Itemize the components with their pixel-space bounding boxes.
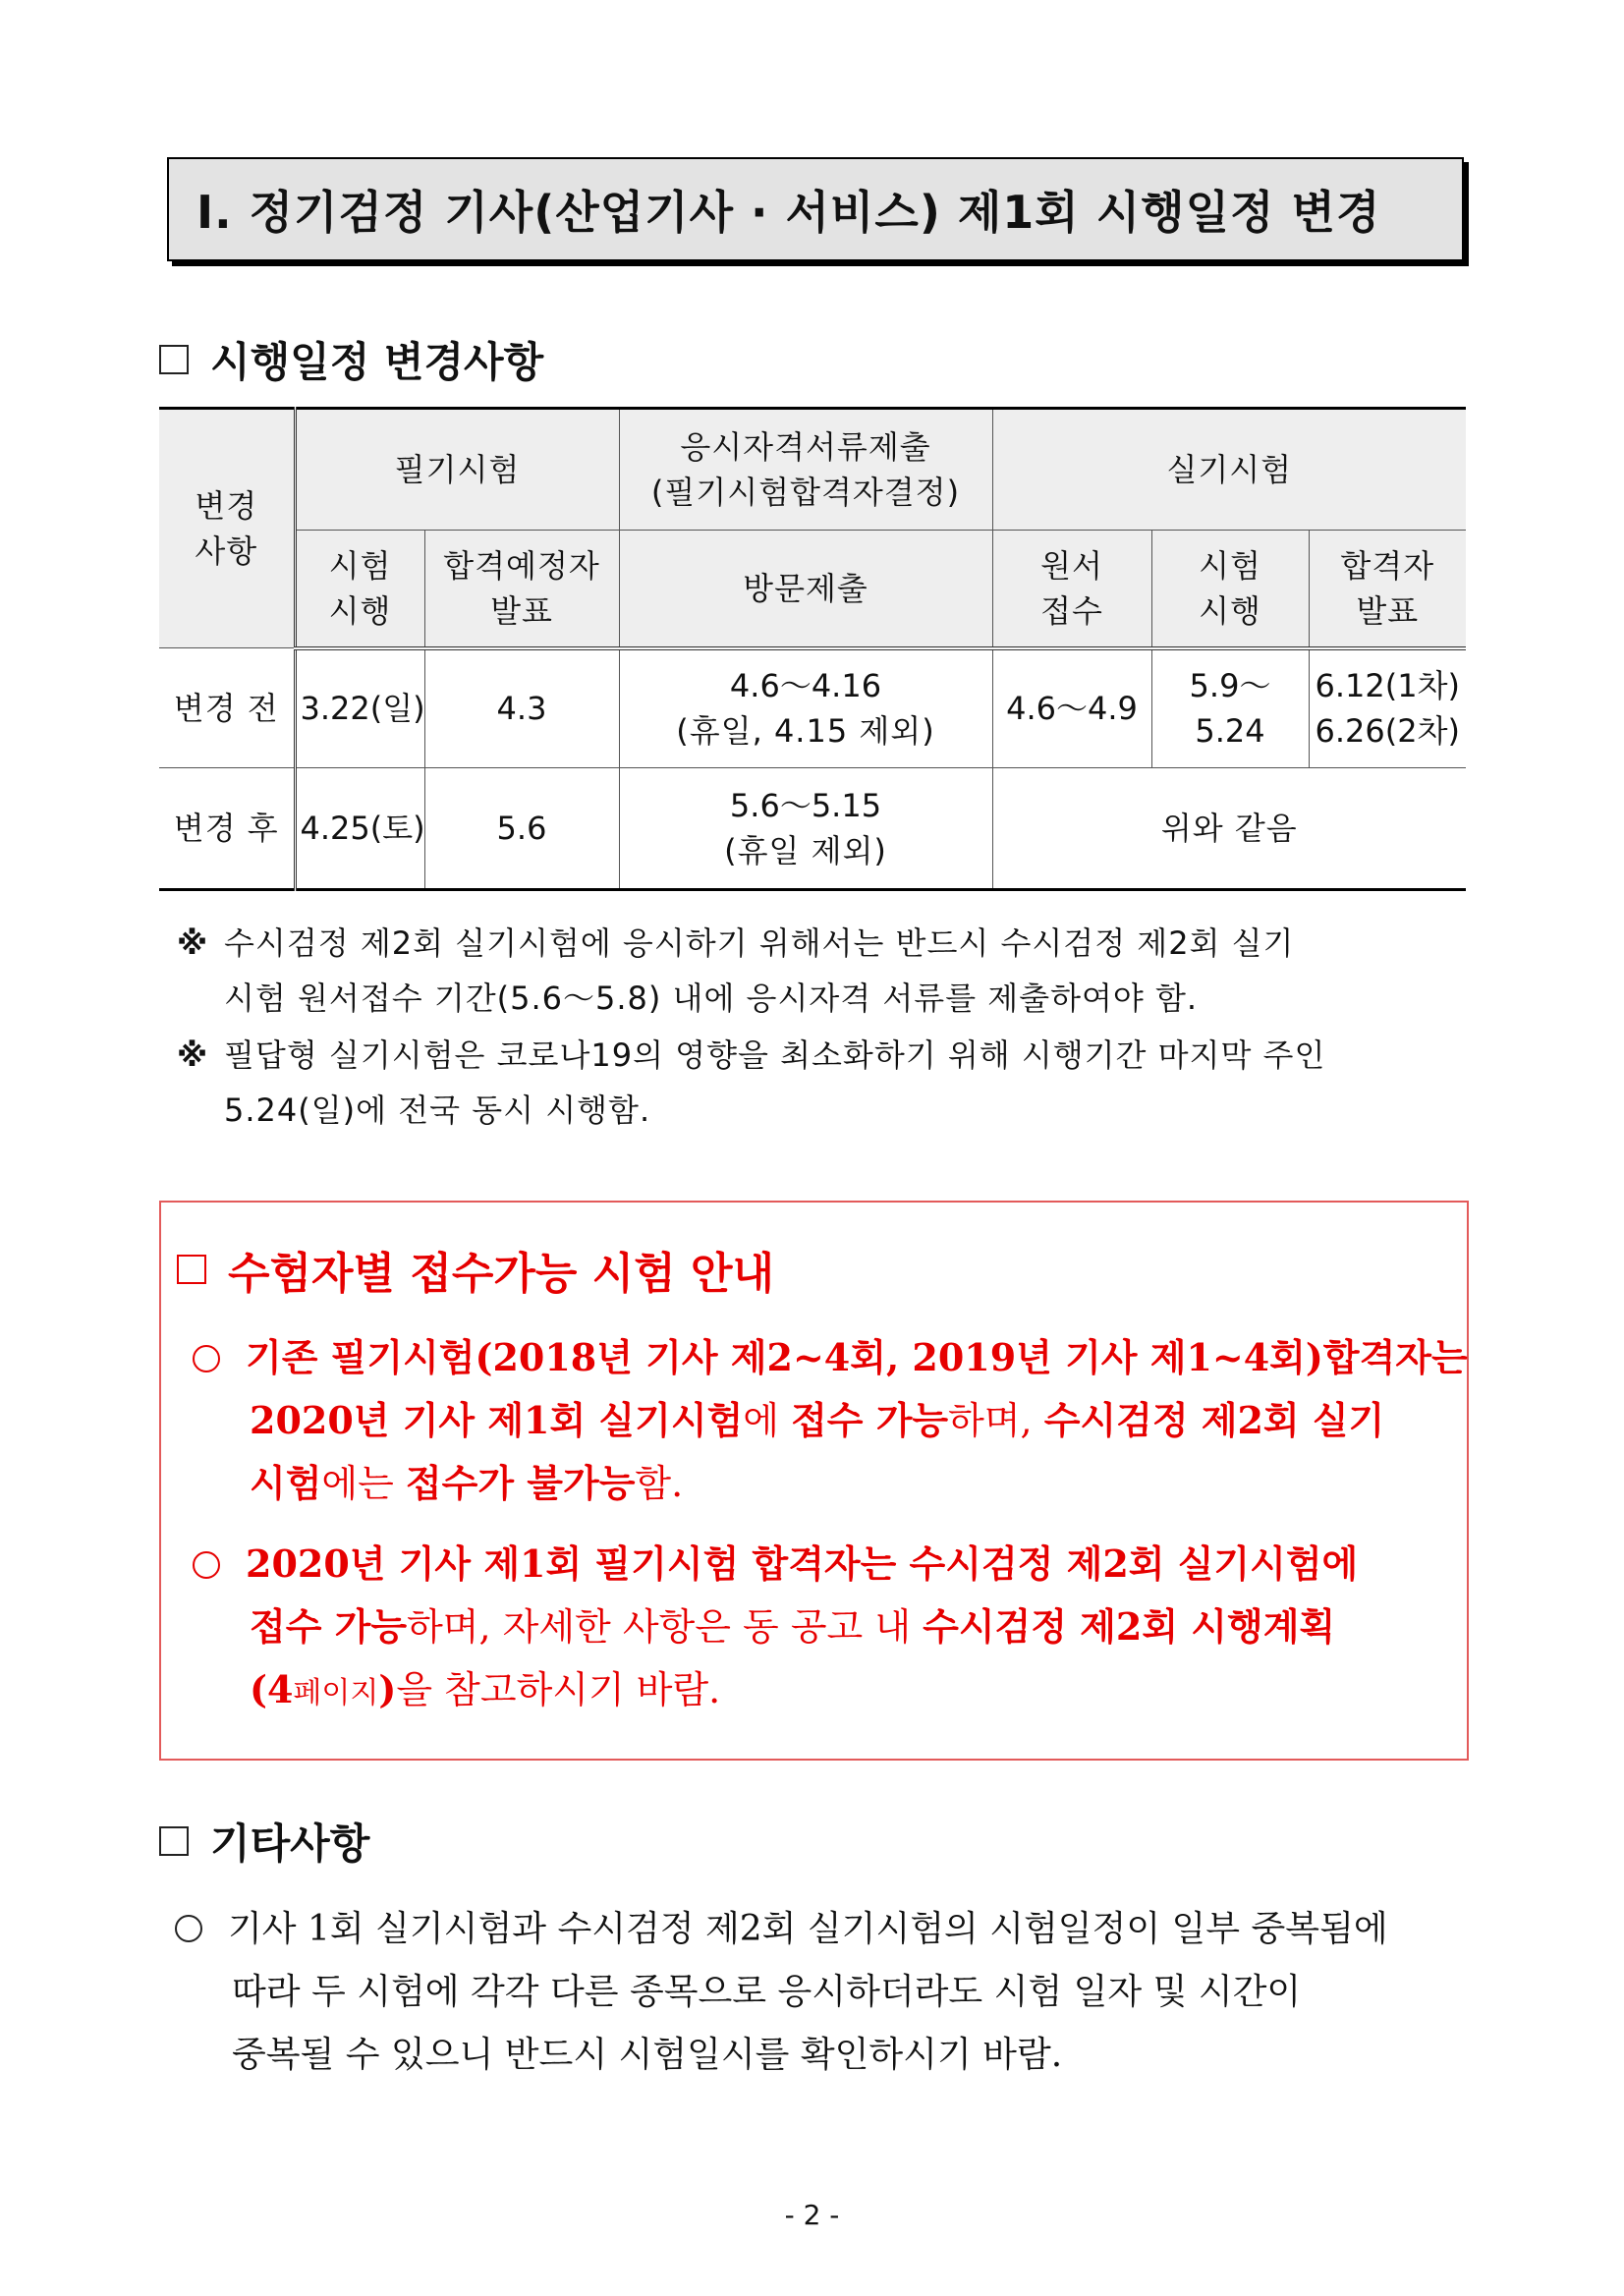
section-heading-text: 시행일정 변경사항 (210, 338, 544, 386)
circle-bullet-icon (175, 1915, 202, 1942)
row-label-after: 변경 후 (159, 768, 295, 890)
checkbox-square-icon (159, 345, 189, 374)
circle-bullet-icon (193, 1551, 220, 1579)
table-row-after (159, 768, 1466, 890)
before-written-result: 4.3 (424, 648, 619, 768)
header-practical-result: 합격자 발표 (1309, 531, 1466, 648)
checkbox-square-icon (159, 1826, 189, 1856)
reference-mark-icon: ※ (177, 1036, 209, 1074)
before-practical-result: 6.12(1차) 6.26(2차) (1309, 648, 1466, 768)
section-heading-schedule (159, 332, 543, 387)
header-practical-date: 시험 시행 (1151, 531, 1309, 648)
after-docs: 5.6～5.15 (휴일 제외) (619, 768, 992, 890)
schedule-table (159, 407, 1466, 891)
guide-paragraph-2: 2020년 기사 제1회 필기시험 합격자는 수시검정 제2회 실기시험에 접수 가능하며, 자세한 사항은 동 공고 내 수시검정 제2회 시행계획 (4페이지)을 참고하시기 바람. (193, 1533, 1358, 1725)
header-written-result: 합격예정자 발표 (424, 531, 619, 648)
note-2: ※ 필답형 실기시험은 코로나19의 영향을 최소화하기 위해 시행기간 마지막 주인 5.24(일)에 전국 동시 시행함. (177, 1028, 1325, 1138)
before-docs: 4.6～4.16 (휴일, 4.15 제외) (619, 648, 992, 768)
before-written-date: 3.22(일) (295, 648, 424, 768)
header-document-submission: 응시자격서류제출 (필기시험합격자결정) (619, 409, 992, 531)
header-practical-exam: 실기시험 (992, 409, 1466, 531)
row-label-before: 변경 전 (159, 648, 295, 768)
circle-bullet-icon (193, 1345, 220, 1372)
after-written-date: 4.25(토) (295, 768, 424, 890)
header-written-date: 시험 시행 (295, 531, 424, 648)
header-visit-submission: 방문제출 (619, 531, 992, 648)
before-practical-date: 5.9～5.24 (1151, 648, 1309, 768)
before-practical-apply: 4.6～4.9 (992, 648, 1151, 768)
applicant-guide-heading: 수험자별 접수가능 시험 안내 (177, 1240, 774, 1299)
other-paragraph: 기사 1회 실기시험과 수시검정 제2회 실기시험의 시험일정이 일부 중복됨에 따라 두 시험에 각각 다른 종목으로 응시하더라도 시험 일자 및 시간이 중복될 수 있으니 반드시 시험일시를 확인하시기 바람. (175, 1898, 1388, 2087)
reference-mark-icon: ※ (177, 924, 209, 962)
after-written-result: 5.6 (424, 768, 619, 890)
page-number: - 2 - (784, 2199, 840, 2231)
after-practical-same: 위와 같음 (992, 768, 1466, 890)
table-row-before (159, 648, 1466, 768)
guide-paragraph-1: 기존 필기시험(2018년 기사 제2~4회, 2019년 기사 제1~4회)합격자는 2020년 기사 제1회 실기시험에 접수 가능하며, 수시검정 제2회 실기 시험에는 접수가 불가능함. (193, 1326, 1468, 1515)
checkbox-square-icon (177, 1255, 206, 1284)
document-title-box (167, 157, 1464, 261)
table-corner-cell: 변경 사항 (159, 409, 295, 648)
note-1: ※ 수시검정 제2회 실기시험에 응시하기 위해서는 반드시 수시검정 제2회 실기 시험 원서접수 기간(5.6～5.8) 내에 응시자격 서류를 제출하여야 함. (177, 916, 1294, 1026)
header-practical-apply: 원서 접수 (992, 531, 1151, 648)
document-title: Ⅰ. 정기검정 기사(산업기사 · 서비스) 제1회 시행일정 변경 (196, 186, 1381, 239)
section-heading-other: 기타사항 (159, 1814, 369, 1869)
header-written-exam: 필기시험 (295, 409, 619, 531)
